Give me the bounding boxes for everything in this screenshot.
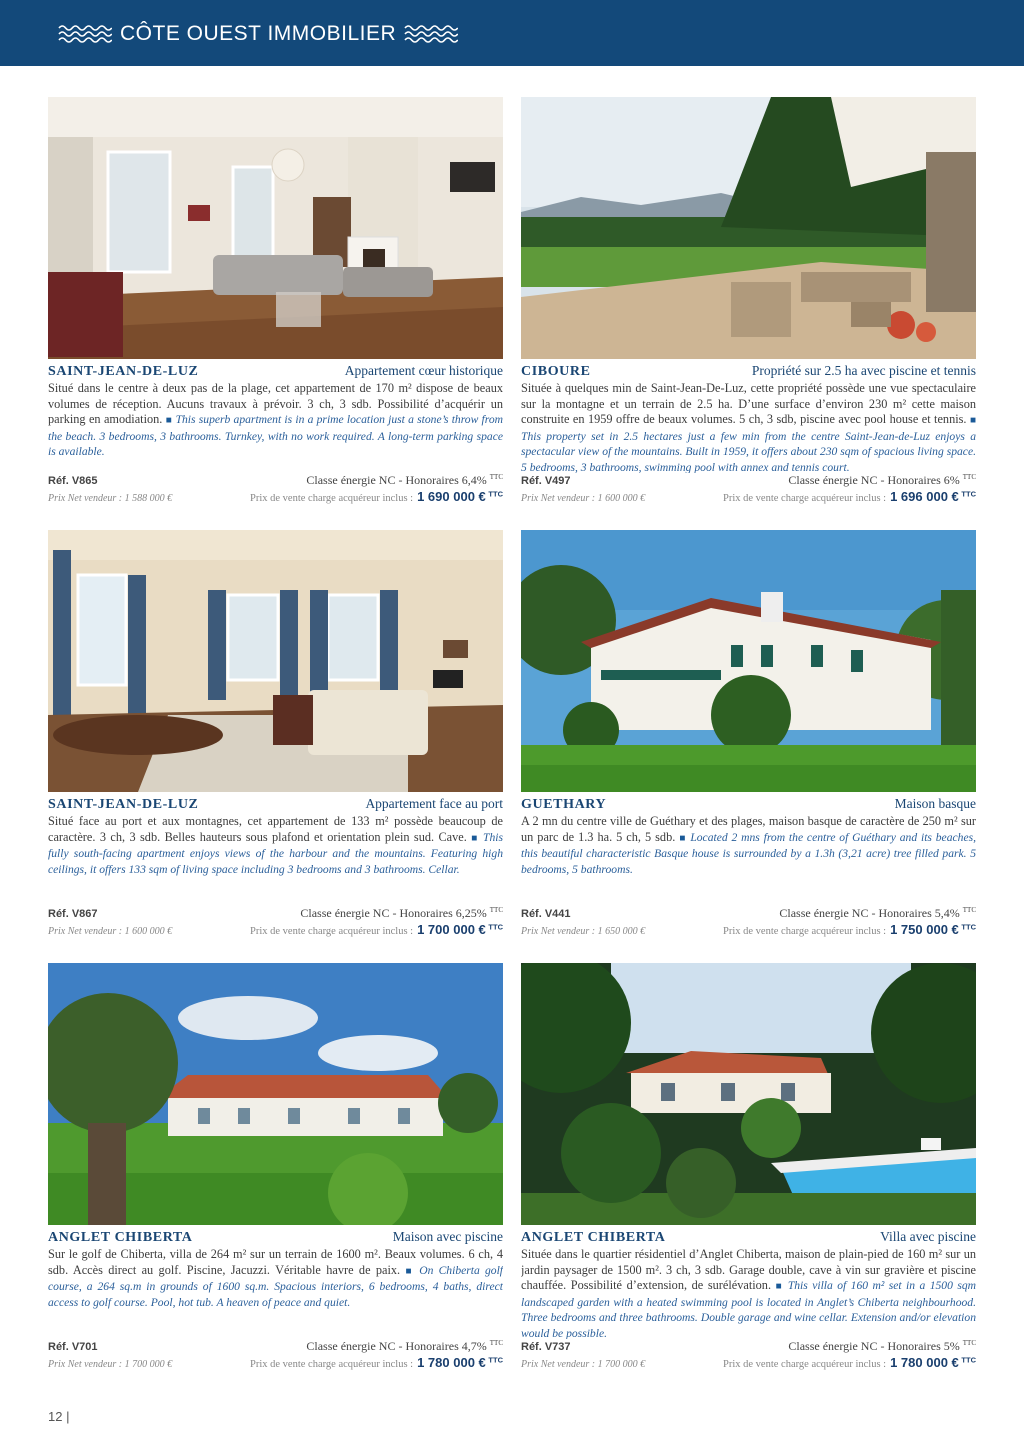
description-en: This superb apartment is in a prime location just a stone’s throw from the beach. 3 bedrooms, 3 bathrooms. Turnkey, with no work required. A long-term parking space is available. (48, 413, 503, 458)
property-photo[interactable] (521, 963, 976, 1225)
energy-fees-text: Classe énergie NC - Honoraires 6% (788, 473, 960, 487)
listing-card[interactable] (48, 963, 503, 1373)
price-value: 1 696 000 € (890, 489, 959, 504)
square-bullet-icon: ■ (165, 415, 173, 426)
sale-price-label: Prix de vente charge acquéreur inclus : (723, 1359, 887, 1370)
energy-fees-text: Classe énergie NC - Honoraires 5% (788, 1339, 960, 1353)
listing-card[interactable] (521, 963, 976, 1373)
description-fr: Situé face au port et aux montagnes, cet appartement de 133 m² possède beaucoup de caractère. 3 ch, 3 sdb. Belles hauteurs sous plafond et orientation plein sud. Cave. (48, 814, 503, 844)
sale-price (250, 922, 503, 937)
sale-price (723, 489, 976, 504)
listing-description (48, 814, 503, 906)
listing-ref: Réf. V737 (521, 1341, 571, 1353)
description-en: This villa of 160 m² set in a 1500 sqm landscaped garden with a heated swimming pool is located in Anglet’s Chiberta neighbourhood. Three bedrooms and three bathrooms. Double garage and wine cellar. Extension and/or elevation would be possible. (521, 1279, 976, 1339)
property-photo[interactable] (521, 97, 976, 359)
property-photo[interactable] (48, 530, 503, 792)
listing-location: SAINT-JEAN-DE-LUZ (48, 364, 199, 379)
price-value: 1 780 000 € (417, 1355, 486, 1370)
brand-logo (58, 21, 458, 47)
listing-ref: Réf. V497 (521, 475, 571, 487)
listing-location: CIBOURE (521, 364, 591, 379)
sale-price (250, 1355, 503, 1370)
waves-icon (58, 23, 112, 45)
description-fr: Sur le golf de Chiberta, villa de 264 m² sur un terrain de 1600 m². Beaux volumes. 6 ch, 4 sdb. Accès direct au golf. Piscine, Jacuzzi. Véritable havre de paix. (48, 1247, 503, 1277)
net-seller-price: Prix Net vendeur : 1 588 000 € (48, 493, 173, 504)
ttc-small: TTC (962, 473, 976, 481)
price-value: 1 690 000 € (417, 489, 486, 504)
net-seller-price: Prix Net vendeur : 1 600 000 € (48, 926, 173, 937)
price-value: 1 700 000 € (417, 922, 486, 937)
energy-fees (306, 1339, 503, 1354)
square-bullet-icon: ■ (775, 1281, 784, 1292)
net-seller-price: Prix Net vendeur : 1 650 000 € (521, 926, 646, 937)
listing-description (521, 381, 976, 473)
energy-fees (788, 473, 976, 488)
description-fr: A 2 mn du centre ville de Guéthary et des plages, maison basque de caractère de 250 m² sur un parc de 1.3 ha. 5 ch, 5 sdb. (521, 814, 976, 844)
listing-card[interactable] (521, 530, 976, 940)
description-en: On Chiberta golf course, a 264 sq.m in grounds of 1600 sq.m. Spacious interiors, 6 bedrooms, 4 baths, direct access to golf course. Pool, hot tub. A heaven of peace and quiet. (48, 1263, 503, 1309)
listing-card[interactable] (521, 97, 976, 507)
sale-price (250, 489, 503, 504)
listing-card[interactable] (48, 530, 503, 940)
listing-type: Villa avec piscine (880, 1229, 976, 1244)
square-bullet-icon: ■ (969, 415, 976, 426)
sale-price-label: Prix de vente charge acquéreur inclus : (723, 926, 887, 937)
listing-type: Propriété sur 2.5 ha avec piscine et tennis (751, 363, 976, 378)
net-seller-price: Prix Net vendeur : 1 700 000 € (48, 1359, 173, 1370)
description-en: This fully south-facing apartment enjoys views of the harbour and the mountains. Featuring high ceilings, it offers 133 sqm of living space including 3 bedrooms and 3 bathrooms. Cellar. (48, 830, 503, 876)
ttc-small: TTC (489, 906, 503, 914)
description-fr: Situé dans le centre à deux pas de la plage, cet appartement de 170 m² dispose de beaux volumes de réception. Aucuns travaux à prévoir. 3 ch, 3 sdb. Possibilité d’acquérir un parking en amodiation. (48, 381, 503, 426)
sale-price (723, 922, 976, 937)
square-bullet-icon: ■ (405, 1265, 414, 1277)
listing-ref: Réf. V701 (48, 1341, 98, 1353)
ttc-label: TTC (488, 489, 503, 499)
sale-price-label: Prix de vente charge acquéreur inclus : (250, 493, 414, 504)
listing-card[interactable] (48, 97, 503, 507)
energy-fees-text: Classe énergie NC - Honoraires 6,4% (306, 473, 487, 487)
listing-description (48, 1247, 503, 1339)
property-photo[interactable] (48, 97, 503, 359)
listing-location: ANGLET CHIBERTA (48, 1230, 193, 1245)
listing-description (521, 814, 976, 906)
ttc-label: TTC (488, 922, 503, 932)
sale-price-label: Prix de vente charge acquéreur inclus : (723, 493, 887, 504)
listing-location: SAINT-JEAN-DE-LUZ (48, 797, 199, 812)
ttc-small: TTC (489, 1339, 503, 1347)
waves-icon (404, 23, 458, 45)
listing-type: Maison avec piscine (392, 1229, 503, 1244)
energy-fees-text: Classe énergie NC - Honoraires 5,4% (779, 906, 960, 920)
listing-type: Maison basque (894, 796, 976, 811)
listing-ref: Réf. V441 (521, 908, 571, 920)
ttc-small: TTC (962, 906, 976, 914)
ttc-label: TTC (961, 1355, 976, 1365)
property-photo[interactable] (48, 963, 503, 1225)
energy-fees (300, 906, 503, 921)
ttc-small: TTC (489, 473, 503, 481)
description-fr: Située à quelques min de Saint-Jean-De-Luz, cette propriété possède une vue spectaculaire sur la montagne et un terrain de 2.5 ha. D’une surface d’environ 230 m² cette maison construite en 1959 offre de beaux volumes. 5 ch, 3 sdb, piscine avec pool house et tennis. (521, 381, 976, 426)
description-en: This property set in 2.5 hectares just a few min from the centre Saint-Jean-de-Luz enjoys a spectacular view of the mountains. Built in 1959, it offers about 230 sqm of spacious living space. 5 bedrooms, 3 bathrooms, swimming pool with annex and tennis court. (521, 429, 976, 473)
listing-type: Appartement cœur historique (344, 363, 503, 378)
ttc-label: TTC (961, 922, 976, 932)
listing-ref: Réf. V867 (48, 908, 98, 920)
energy-fees (779, 906, 976, 921)
listing-description (48, 381, 503, 473)
sale-price-label: Prix de vente charge acquéreur inclus : (250, 926, 414, 937)
listing-description (521, 1247, 976, 1339)
listing-location: ANGLET CHIBERTA (521, 1230, 666, 1245)
ttc-label: TTC (488, 1355, 503, 1365)
listing-type: Appartement face au port (365, 796, 503, 811)
sale-price (723, 1355, 976, 1370)
energy-fees (306, 473, 503, 488)
listing-ref: Réf. V865 (48, 475, 98, 487)
page-header (0, 0, 1024, 66)
energy-fees-text: Classe énergie NC - Honoraires 4,7% (306, 1339, 487, 1353)
square-bullet-icon: ■ (471, 832, 479, 844)
brand-name: CÔTE OUEST IMMOBILIER (120, 22, 397, 45)
ttc-small: TTC (962, 1339, 976, 1347)
energy-fees (788, 1339, 976, 1354)
price-value: 1 750 000 € (890, 922, 959, 937)
price-value: 1 780 000 € (890, 1355, 959, 1370)
description-fr: Située dans le quartier résidentiel d’Anglet Chiberta, maison de plain-pied de 160 m² sur un jardin paysager de 1500 m². 3 ch, 3 sdb. Garage double, cave à vin sur gravière et piscine chauffée. Possibilité d’extension, de surélévation. (521, 1247, 976, 1292)
listing-location: GUETHARY (521, 797, 607, 812)
square-bullet-icon: ■ (679, 832, 687, 844)
ttc-label: TTC (961, 489, 976, 499)
sale-price-label: Prix de vente charge acquéreur inclus : (250, 1359, 414, 1370)
property-photo[interactable] (521, 530, 976, 792)
net-seller-price: Prix Net vendeur : 1 700 000 € (521, 1359, 646, 1370)
page-number: 12 | (48, 1409, 70, 1424)
energy-fees-text: Classe énergie NC - Honoraires 6,25% (300, 906, 487, 920)
net-seller-price: Prix Net vendeur : 1 600 000 € (521, 493, 646, 504)
description-en: Located 2 mns from the centre of Guéthary and its beaches, this beautiful characteristic Basque house is surrounded by a 1.3h (3,21 acre) tree filled park. 5 bedrooms, 5 bathrooms. (521, 830, 976, 876)
